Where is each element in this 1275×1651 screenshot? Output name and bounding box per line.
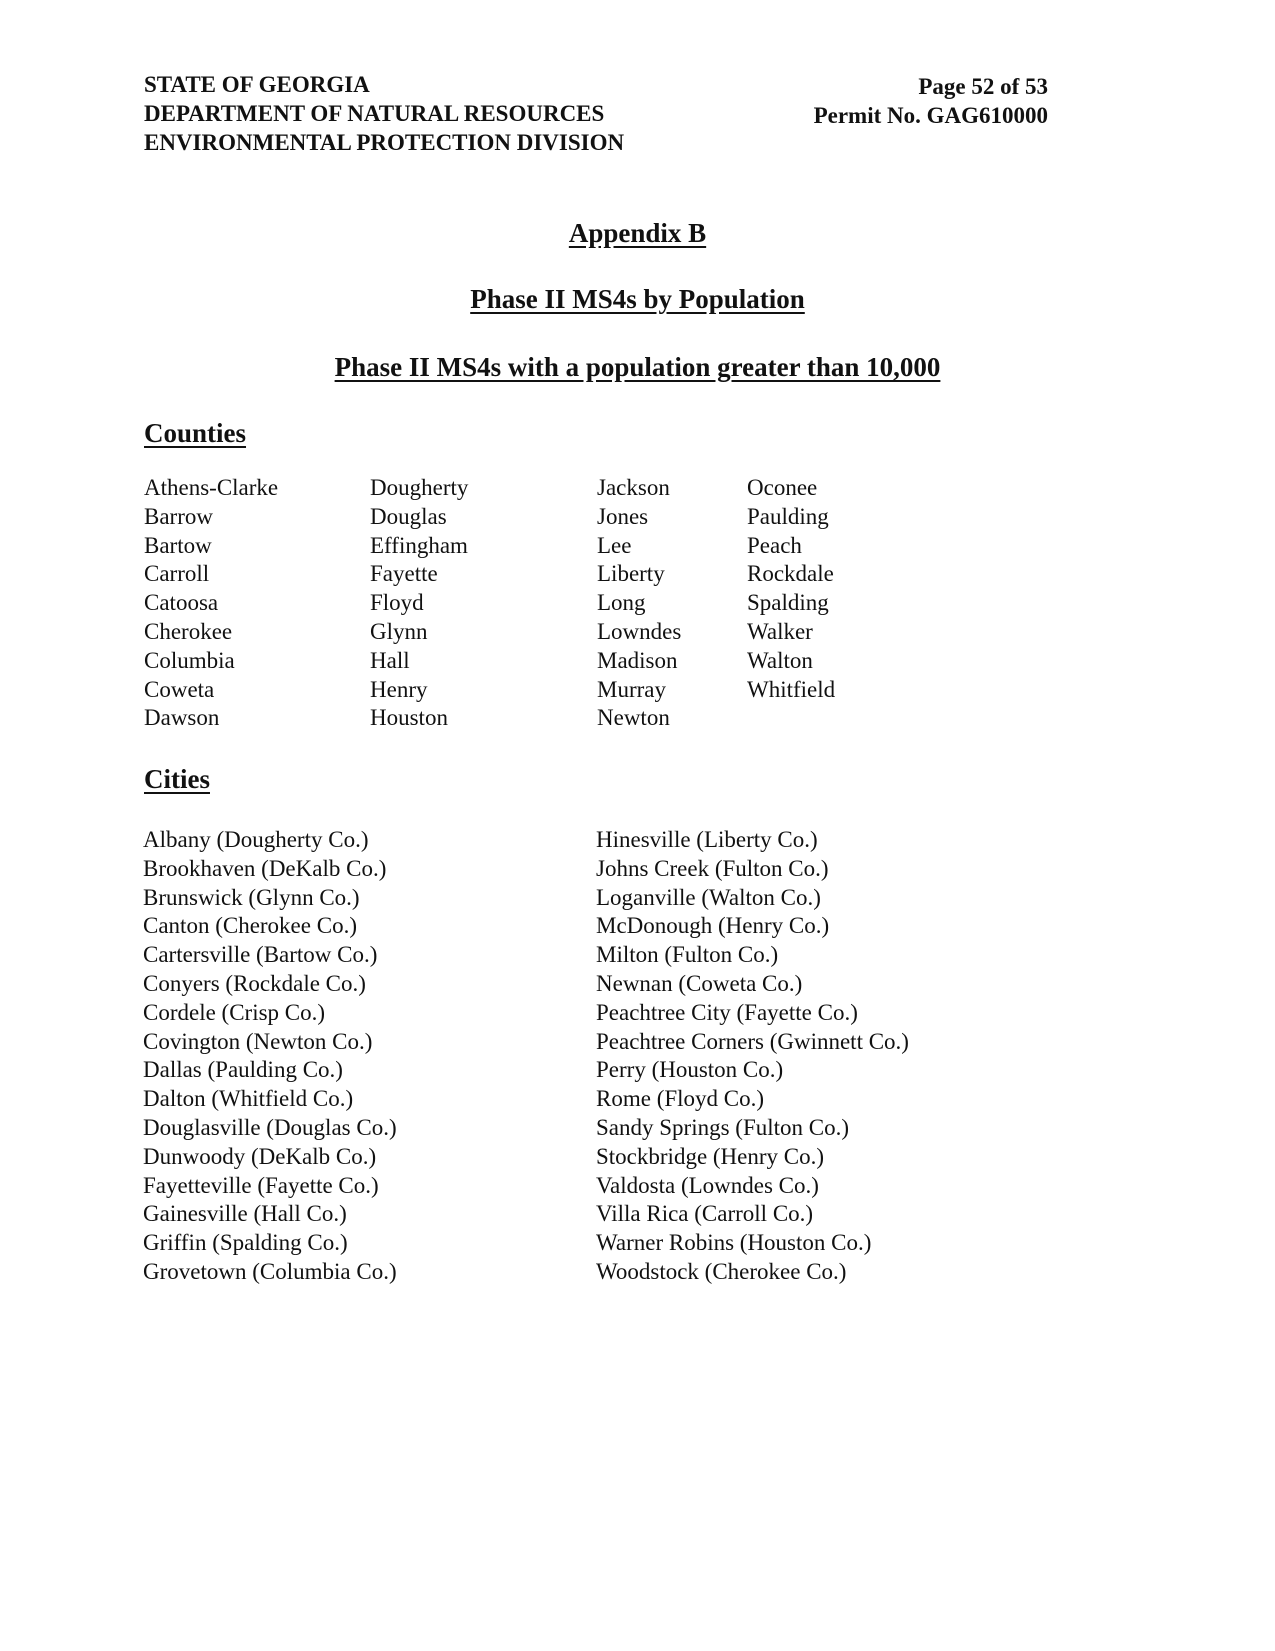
county-item: Peach — [747, 532, 802, 558]
county-item: Coweta — [144, 676, 215, 702]
county-item: Lowndes — [597, 618, 682, 644]
city-item: McDonough (Henry Co.) — [596, 913, 830, 939]
city-item: Rome (Floyd Co.) — [596, 1086, 765, 1112]
city-item: Dalton (Whitfield Co.) — [143, 1086, 354, 1112]
city-item: Canton (Cherokee Co.) — [143, 913, 357, 939]
city-item: Woodstock (Cherokee Co.) — [596, 1258, 847, 1284]
city-item: Newnan (Coweta Co.) — [596, 970, 803, 996]
agency-line: STATE OF GEORGIA — [144, 72, 370, 97]
county-item: Lee — [597, 532, 632, 558]
county-item: Oconee — [747, 475, 818, 500]
city-item: Grovetown (Columbia Co.) — [143, 1258, 397, 1284]
city-item: Loganville (Walton Co.) — [596, 884, 821, 910]
county-item: Paulding — [747, 503, 829, 529]
counties-column — [144, 474, 278, 733]
county-item: Henry — [370, 676, 428, 702]
city-item: Cordele (Crisp Co.) — [143, 999, 326, 1025]
county-item: Carroll — [144, 561, 210, 587]
counties-column — [747, 474, 835, 704]
county-item: Hall — [370, 647, 410, 673]
county-item: Walton — [747, 647, 813, 673]
county-item: Fayette — [370, 561, 438, 587]
population-heading: Phase II MS4s with a population greater than 10,000 — [334, 352, 941, 382]
county-item: Newton — [597, 705, 670, 731]
county-item: Dougherty — [370, 475, 469, 500]
page-number: Page 52 of 53 — [918, 74, 1048, 99]
county-item: Floyd — [370, 590, 424, 616]
city-item: Milton (Fulton Co.) — [596, 942, 779, 968]
city-item: Warner Robins (Houston Co.) — [596, 1230, 872, 1256]
city-item: Villa Rica (Carroll Co.) — [596, 1201, 814, 1227]
cities-column — [143, 826, 397, 1287]
county-item: Douglas — [370, 503, 447, 529]
city-item: Valdosta (Lowndes Co.) — [596, 1172, 819, 1198]
county-item: Spalding — [747, 590, 829, 616]
county-item: Jackson — [597, 475, 670, 500]
city-item: Albany (Dougherty Co.) — [143, 827, 369, 852]
county-item: Walker — [747, 618, 813, 644]
city-item: Peachtree City (Fayette Co.) — [596, 999, 858, 1025]
city-item: Brookhaven (DeKalb Co.) — [143, 855, 387, 881]
city-item: Griffin (Spalding Co.) — [143, 1230, 348, 1256]
county-item: Houston — [370, 705, 448, 731]
county-item: Murray — [597, 676, 666, 702]
city-item: Fayetteville (Fayette Co.) — [143, 1172, 379, 1198]
city-item: Perry (Houston Co.) — [596, 1057, 784, 1083]
county-item: Madison — [597, 647, 678, 673]
county-item: Effingham — [370, 532, 468, 558]
city-item: Dallas (Paulding Co.) — [143, 1057, 343, 1083]
counties-column — [597, 474, 681, 733]
counties-column — [370, 474, 468, 733]
county-item: Dawson — [144, 705, 220, 731]
agency-line: DEPARTMENT OF NATURAL RESOURCES — [144, 101, 605, 126]
county-item: Barrow — [144, 503, 213, 529]
county-item: Glynn — [370, 618, 428, 644]
city-item: Dunwoody (DeKalb Co.) — [143, 1143, 377, 1169]
city-item: Hinesville (Liberty Co.) — [596, 827, 818, 852]
city-item: Johns Creek (Fulton Co.) — [596, 855, 829, 881]
city-item: Cartersville (Bartow Co.) — [143, 942, 378, 968]
county-item: Columbia — [144, 647, 235, 673]
appendix-heading: Appendix B — [568, 218, 707, 248]
city-item: Conyers (Rockdale Co.) — [143, 970, 366, 996]
county-item: Cherokee — [144, 618, 233, 644]
county-item: Catoosa — [144, 590, 219, 616]
permit-number: Permit No. GAG610000 — [813, 103, 1048, 128]
agency-header — [144, 70, 624, 157]
county-item: Bartow — [144, 532, 212, 558]
cities-title: Cities — [144, 764, 210, 794]
county-item: Liberty — [597, 561, 665, 587]
city-item: Douglasville (Douglas Co.) — [143, 1114, 397, 1140]
city-item: Covington (Newton Co.) — [143, 1028, 373, 1054]
county-item: Long — [597, 590, 646, 616]
county-item: Jones — [597, 503, 649, 529]
city-item: Gainesville (Hall Co.) — [143, 1201, 347, 1227]
city-item: Sandy Springs (Fulton Co.) — [596, 1114, 850, 1140]
phase-heading: Phase II MS4s by Population — [470, 284, 805, 314]
city-item: Brunswick (Glynn Co.) — [143, 884, 360, 910]
agency-line: ENVIRONMENTAL PROTECTION DIVISION — [144, 130, 625, 155]
cities-column — [596, 826, 909, 1287]
page-info-header — [760, 72, 1048, 130]
county-item: Rockdale — [747, 561, 834, 587]
city-item: Stockbridge (Henry Co.) — [596, 1143, 825, 1169]
city-item: Peachtree Corners (Gwinnett Co.) — [596, 1028, 909, 1054]
counties-title: Counties — [144, 418, 247, 448]
county-item: Athens-Clarke — [144, 475, 279, 500]
county-item: Whitfield — [747, 676, 836, 702]
